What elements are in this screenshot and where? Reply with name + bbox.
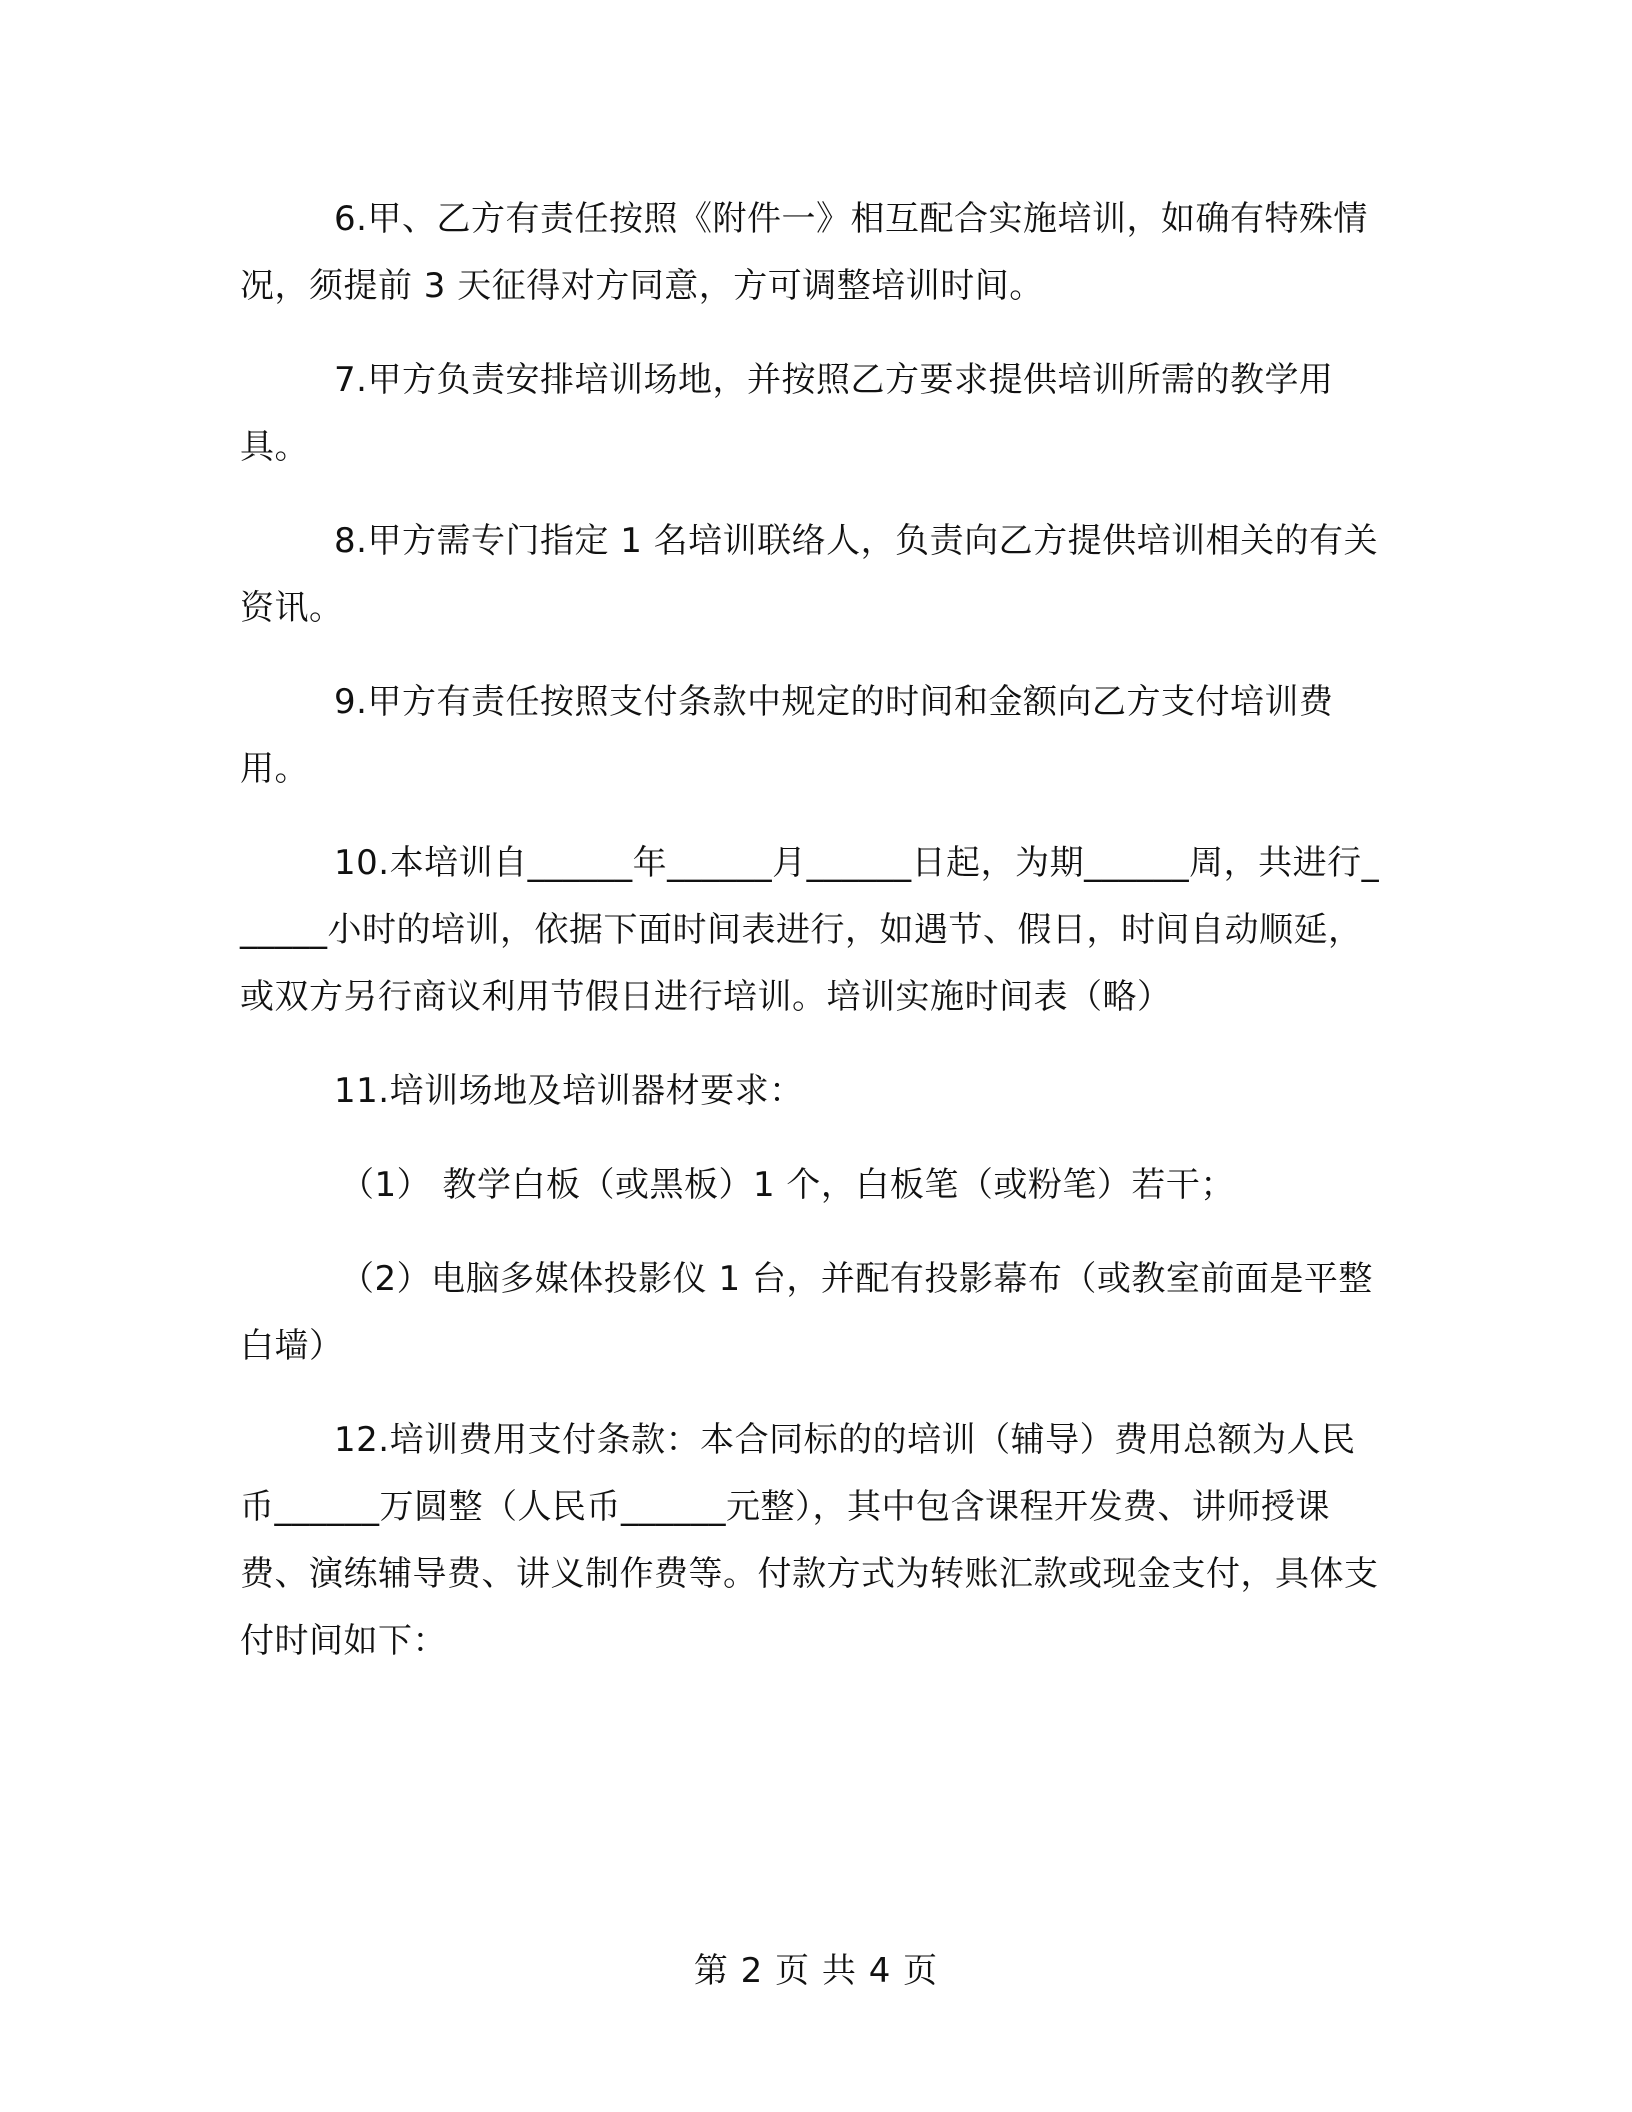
page-number-footer: 第 2 页 共 4 页 [693,1951,939,1991]
clause-6: 6.甲、乙方有责任按照《附件一》相互配合实施培训，如确有特殊情况，须提前 3 天征得对方同意，方可调整培训时间。 [240,199,1368,306]
clause-7: 7.甲方负责安排培训场地，并按照乙方要求提供培训所需的教学用具。 [240,360,1334,467]
clause-10: 10.本培训自______年______月______日起，为期______周，共进行______小时的培训，依据下面时间表进行，如遇节、假日，时间自动顺延，或双方另行商议利用节假日进行培训。培训实施时间表（略） [240,843,1380,1017]
clause-8: 8.甲方需专门指定 1 名培训联络人，负责向乙方提供培训相关的有关资讯。 [240,521,1379,628]
clause-12: 12.培训费用支付条款：本合同标的的培训（辅导）费用总额为人民币______万圆整（人民币______元整），其中包含课程开发费、讲师授课费、演练辅导费、讲义制作费等。付款方式为转账汇款或现金支付，具体支付时间如下： [240,1420,1379,1661]
clause-11: 11.培训场地及培训器材要求： [334,1071,804,1111]
document-body [240,186,1380,1702]
clause-11-item-1: （1） 教学白板（或黑板）1 个，白板笔（或粉笔）若干； [340,1165,1235,1205]
clause-11-item-2: （2）电脑多媒体投影仪 1 台，并配有投影幕布（或教室前面是平整白墙） [240,1259,1373,1366]
clause-9: 9.甲方有责任按照支付条款中规定的时间和金额向乙方支付培训费用。 [240,682,1334,789]
